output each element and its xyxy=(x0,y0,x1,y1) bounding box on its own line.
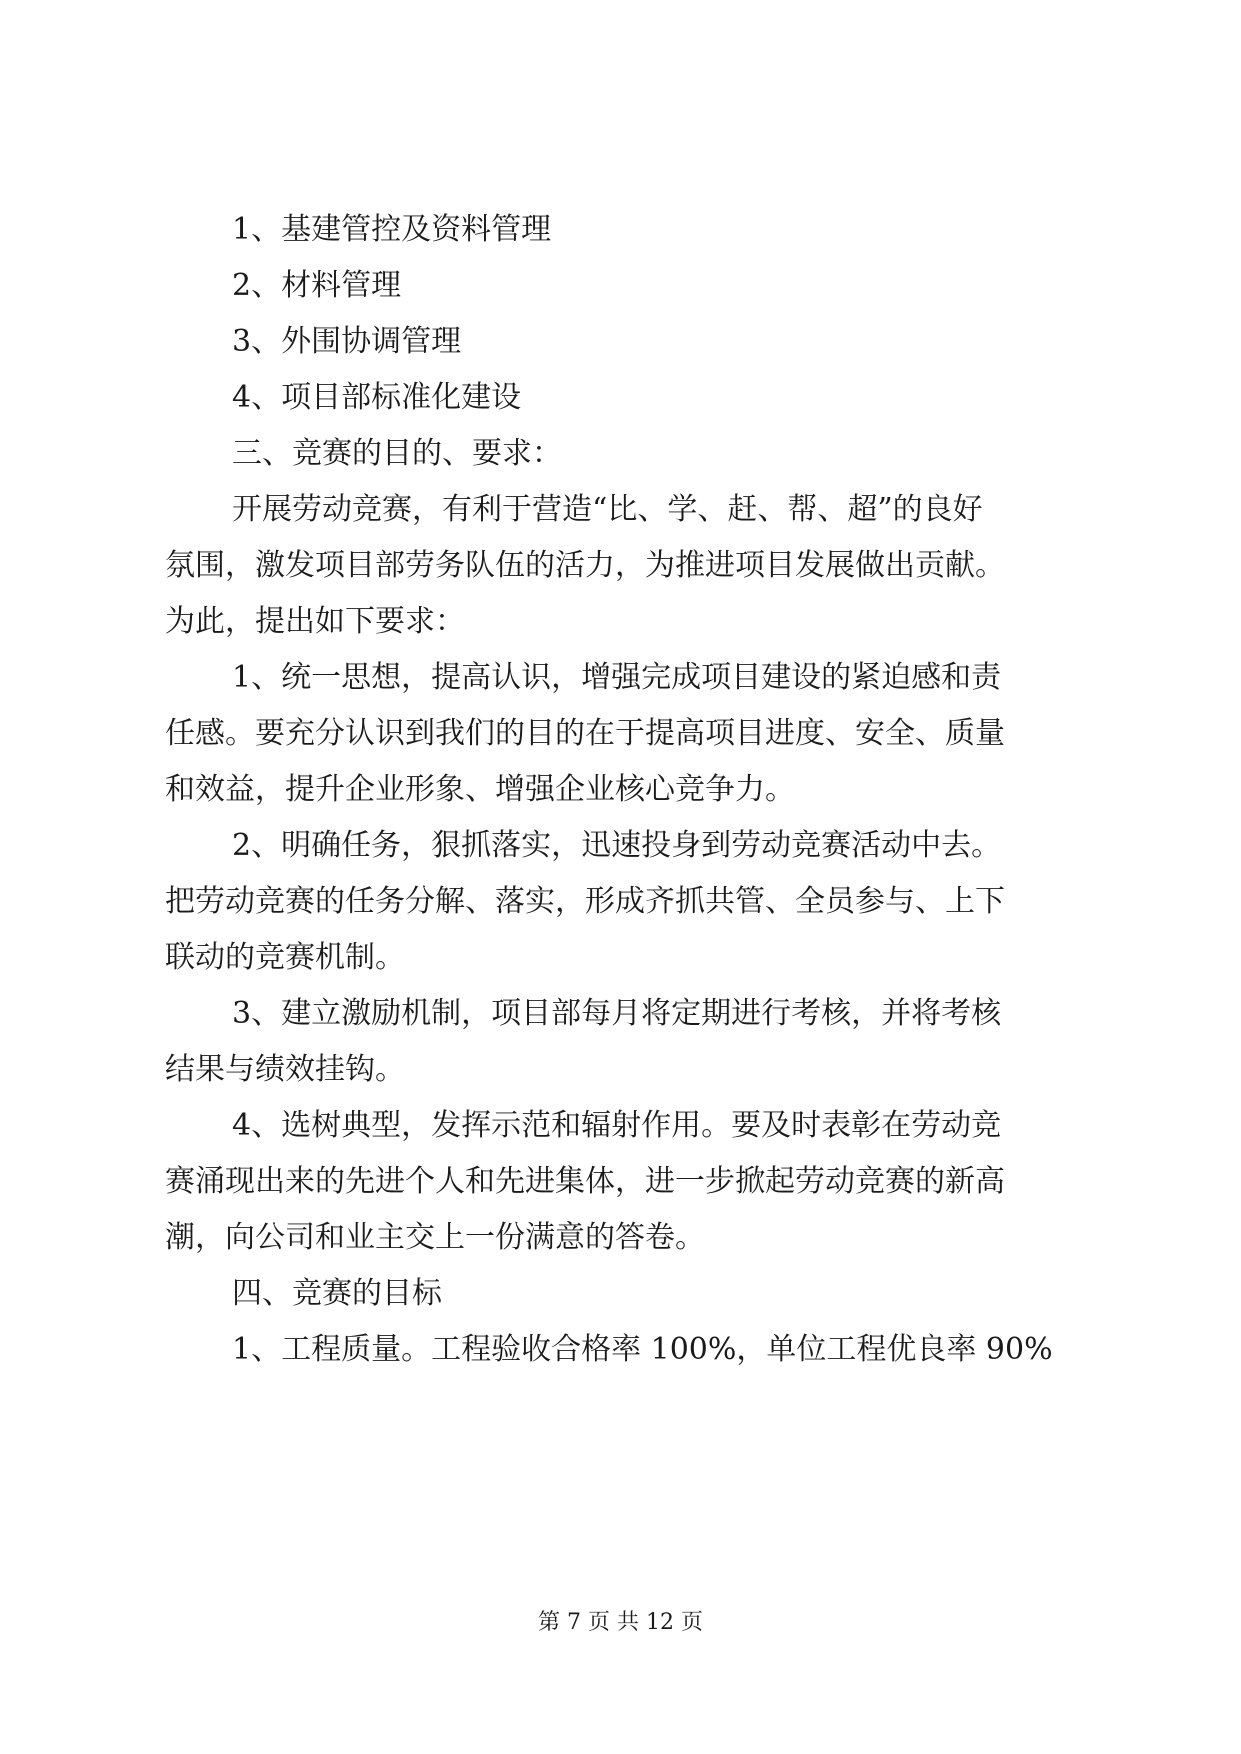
list-item-3: 3、外围协调管理 xyxy=(232,324,462,359)
page-number-footer: 第 7 页 共 12 页 xyxy=(538,1610,703,1635)
paragraph-line: 开展劳动竞赛，有利于营造“比、学、赶、帮、超”的良好 xyxy=(232,492,983,527)
paragraph-line: 2、明确任务，狠抓落实，迅速投身到劳动竞赛活动中去。 xyxy=(232,828,1002,863)
paragraph-line: 3、建立激励机制，项目部每月将定期进行考核，并将考核 xyxy=(232,996,1002,1031)
list-item-1: 1、基建管控及资料管理 xyxy=(232,212,552,247)
paragraph-line: 赛涌现出来的先进个人和先进集体，进一步掀起劳动竞赛的新高 xyxy=(165,1164,1005,1199)
paragraph-line: 氛围，激发项目部劳务队伍的活力，为推进项目发展做出贡献。 xyxy=(165,548,1005,583)
section-heading-3: 三、竞赛的目的、要求： xyxy=(232,436,562,471)
paragraph-line: 为此，提出如下要求： xyxy=(165,604,465,639)
paragraph-line: 联动的竞赛机制。 xyxy=(165,940,405,975)
paragraph-line: 结果与绩效挂钩。 xyxy=(165,1052,405,1087)
section-heading-4: 四、竞赛的目标 xyxy=(232,1276,442,1311)
paragraph-line: 1、工程质量。工程验收合格率 100%，单位工程优良率 90% xyxy=(232,1332,1053,1367)
list-item-4: 4、项目部标准化建设 xyxy=(232,380,522,415)
paragraph-line: 潮，向公司和业主交上一份满意的答卷。 xyxy=(165,1220,705,1255)
paragraph-line: 1、统一思想，提高认识，增强完成项目建设的紧迫感和责 xyxy=(232,660,1002,695)
list-item-2: 2、材料管理 xyxy=(232,268,402,303)
paragraph-line: 任感。要充分认识到我们的目的在于提高项目进度、安全、质量 xyxy=(165,716,1005,751)
paragraph-line: 4、选树典型，发挥示范和辐射作用。要及时表彰在劳动竞 xyxy=(232,1108,1002,1143)
paragraph-line: 和效益，提升企业形象、增强企业核心竞争力。 xyxy=(165,772,795,807)
paragraph-line: 把劳动竞赛的任务分解、落实，形成齐抓共管、全员参与、上下 xyxy=(165,884,1005,919)
